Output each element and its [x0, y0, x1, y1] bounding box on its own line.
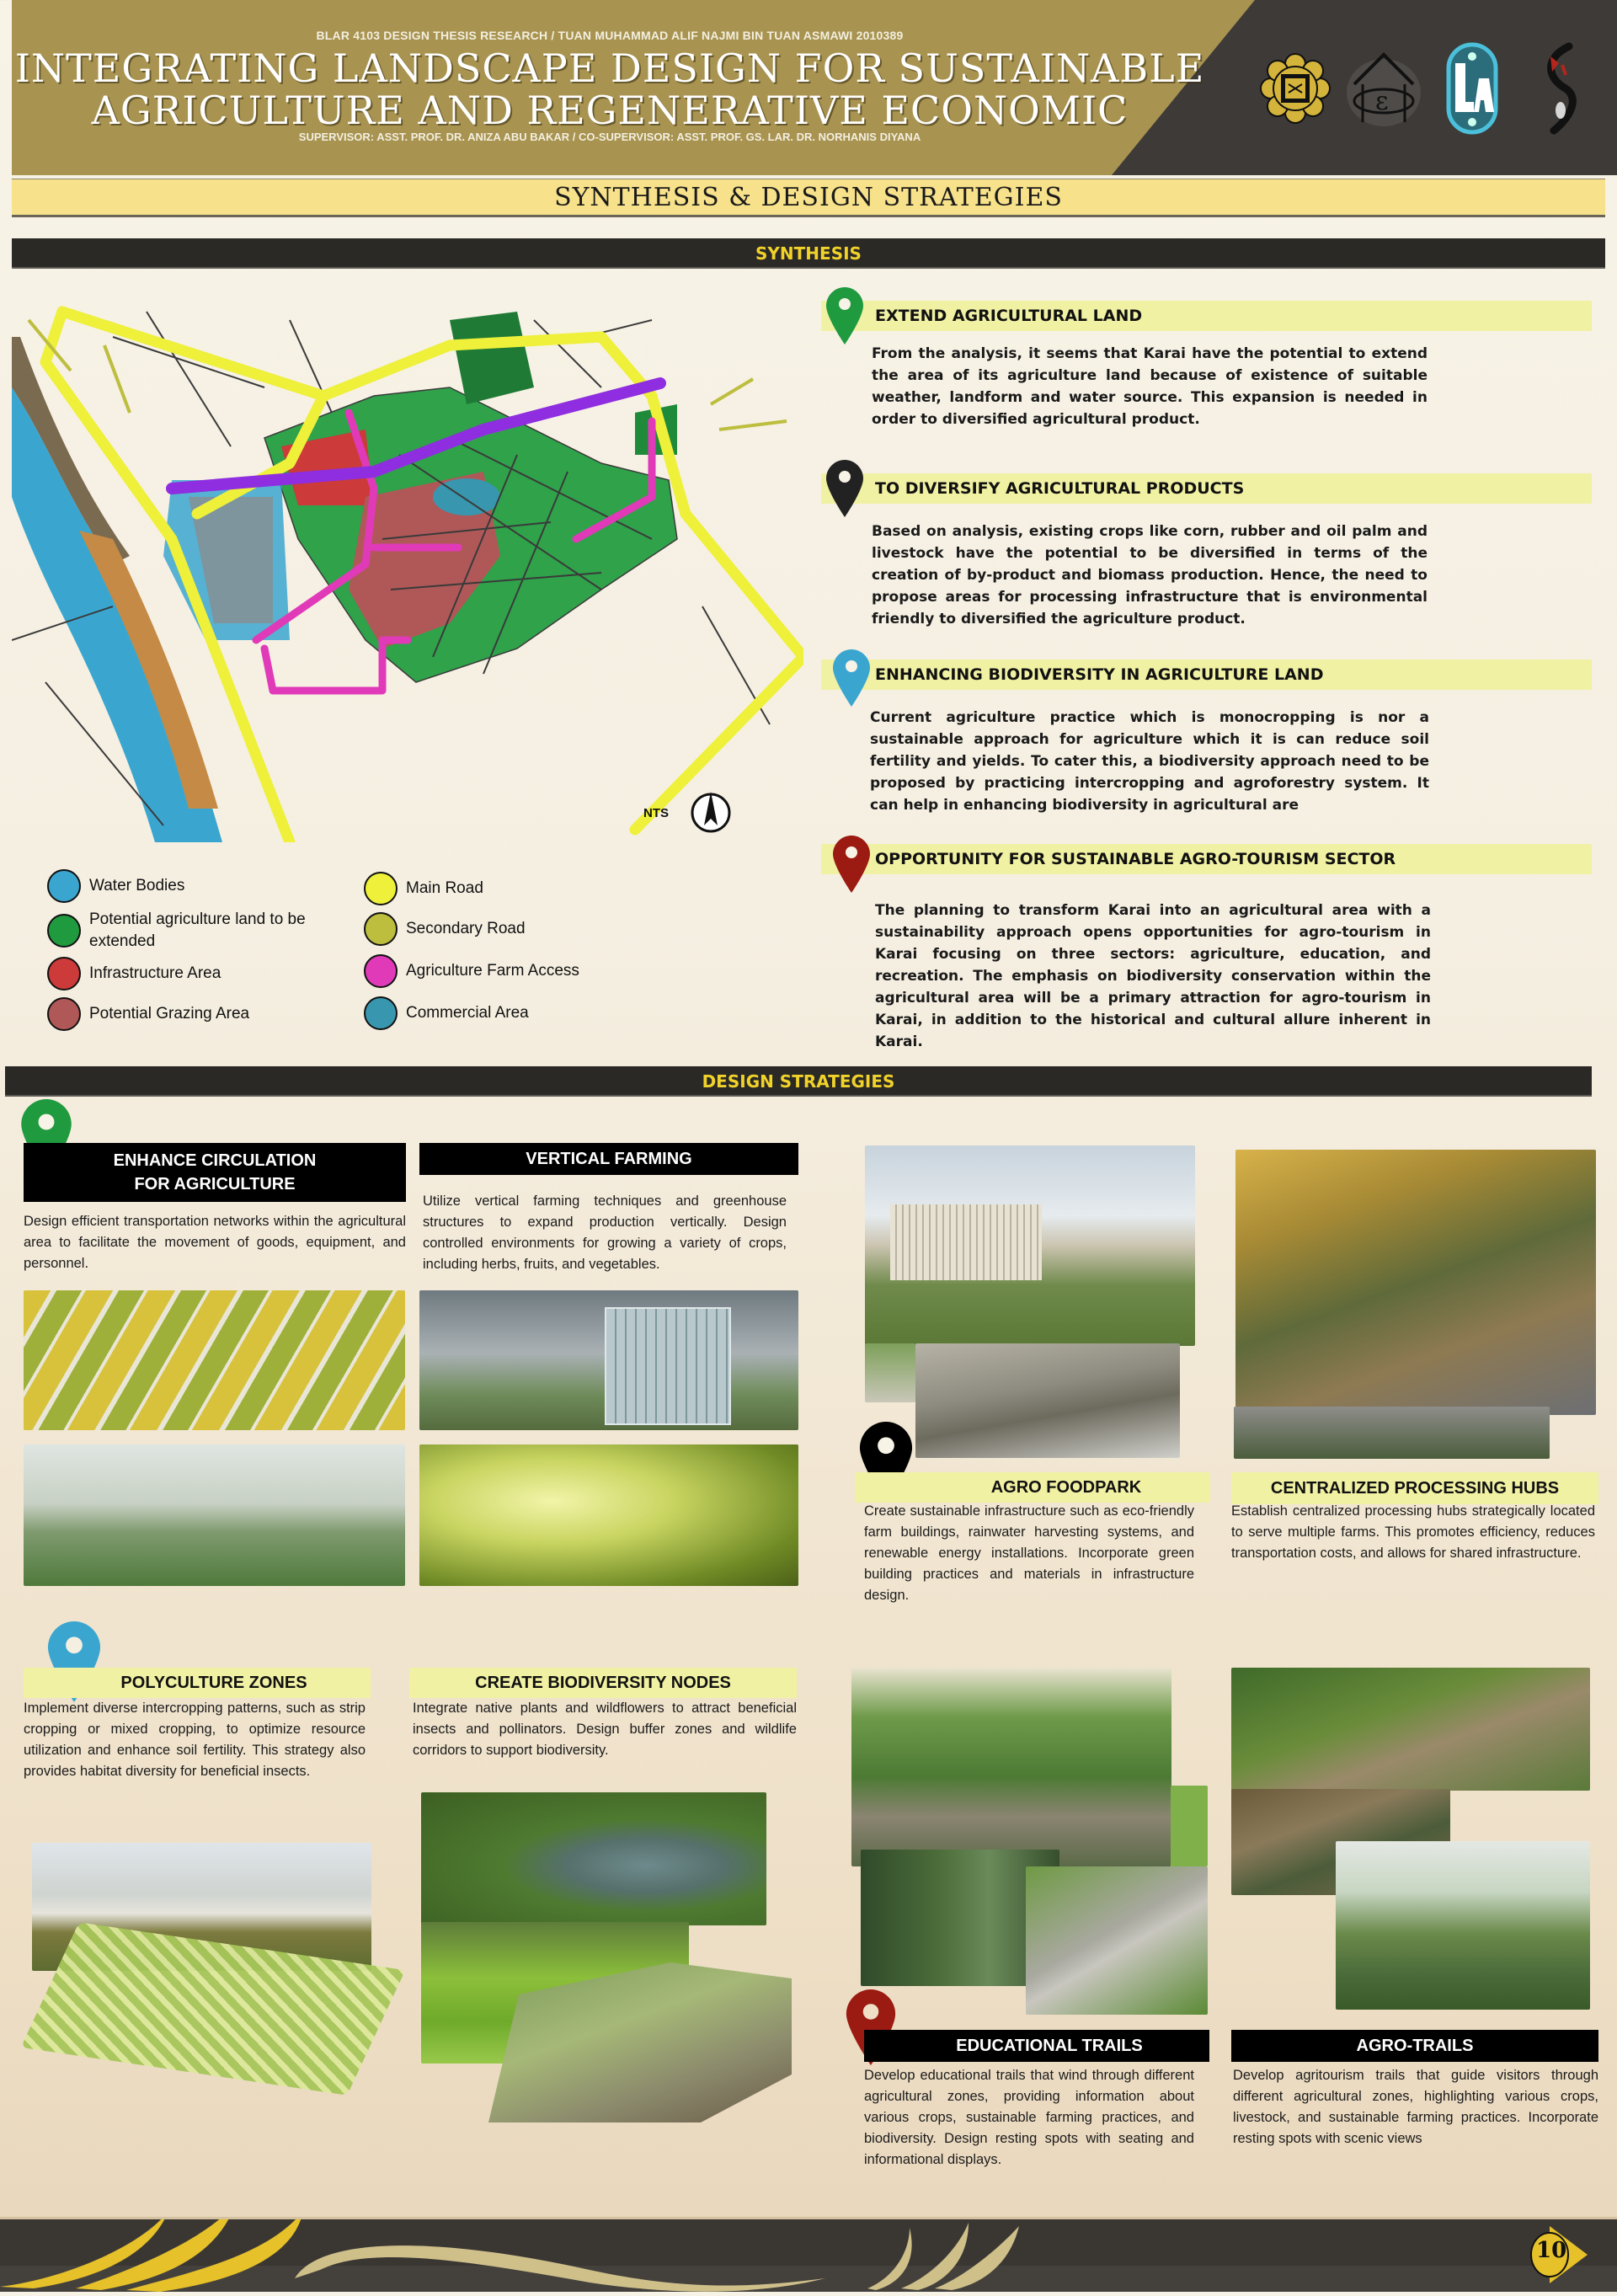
legend-right	[364, 869, 650, 1038]
section-subtitle: SYNTHESIS & DESIGN STRATEGIES	[12, 179, 1605, 217]
legend-item	[47, 955, 367, 992]
synthesis-point-extend-land	[821, 301, 1592, 430]
logo-group	[1251, 38, 1604, 139]
vertical-farm-tower-photo	[419, 1290, 798, 1430]
main-road-swatch	[364, 872, 398, 905]
legend-label: Commercial Area	[406, 1004, 529, 1022]
greenhouse-interior-photo	[419, 1444, 798, 1586]
poster-title	[12, 47, 1208, 131]
strategy-body-vertical-farming: Utilize vertical farming techniques and greenhouse structures to expand production vertically. Design controlled environments for growing a variety of crops, including herbs, fruits, and vegetables.	[423, 1193, 787, 1272]
synthesis-bar: SYNTHESIS	[12, 238, 1605, 269]
wetland-lake-photo	[421, 1792, 766, 1925]
infrastructure-swatch	[47, 957, 81, 990]
legend-item	[364, 908, 650, 950]
point-body: Based on analysis, existing crops like corn, rubber and oil palm and livestock have the potential to be diversified in terms of the creation of by-product and biomass production. Hence, the need to propose areas for processing infrastructure that is environmental friendly to diversified the agriculture product.	[872, 523, 1428, 627]
grazing-area-swatch	[47, 997, 81, 1031]
point-title: TO DIVERSIFY AGRICULTURAL PRODUCTS	[821, 473, 1592, 504]
legend-item	[47, 992, 367, 1036]
design-strategies-bar: DESIGN STRATEGIES	[5, 1066, 1592, 1097]
page-number: 10	[1536, 2238, 1567, 2263]
synthesis-point-agro-tourism	[821, 844, 1592, 1053]
footer-band	[0, 2217, 1617, 2289]
strategy-body-agro-trails: Develop agritourism trails that guide visitors through different agricultural zones, highlighting various crops, livestock, and sustainable farming practices. Incorporate resting spots with scenic views	[1233, 2068, 1598, 2146]
point-title: OPPORTUNITY FOR SUSTAINABLE AGRO-TOURISM SECTOR	[821, 844, 1592, 874]
legend-item	[47, 906, 367, 955]
strategy-title-circulation	[24, 1143, 406, 1202]
legend-label: Agriculture Farm Access	[406, 962, 579, 980]
title-line: FOR AGRICULTURE	[134, 1175, 296, 1193]
strategy-title-polyculture: POLYCULTURE ZONES	[24, 1668, 371, 1698]
course-info: BLAR 4103 DESIGN THESIS RESEARCH / TUAN MUHAMMAD ALIF NAJMI BIN TUAN ASMAWI 2010389	[316, 29, 904, 42]
strategy-body-biodiversity-nodes: Integrate native plants and wildflowers to attract beneficial insects and pollinators. Design buffer zones and wildlife corridors to support biodiversity.	[413, 1701, 797, 1758]
legend-label: Potential Grazing Area	[89, 1005, 250, 1023]
legend-item	[47, 869, 367, 903]
legend-label: Potential agriculture land to be extended	[89, 910, 306, 950]
location-pin-icon	[833, 836, 870, 893]
agro-foodpark-building-render	[865, 1145, 1195, 1346]
farm-picnic-photo	[1336, 1841, 1590, 2010]
decorative-swoosh	[0, 2219, 1617, 2292]
strategy-title-processing-hubs: CENTRALIZED PROCESSING HUBS	[1231, 1472, 1598, 1504]
strategy-body-educational-trails: Develop educational trails that wind through different agricultural zones, providing information about various crops, sustainable farming practices, and biodiversity. Design resting spots with seating and informational displays.	[864, 2068, 1194, 2167]
agriculture-land-swatch	[47, 914, 81, 948]
legend-label: Secondary Road	[406, 920, 526, 937]
grid-farm-fields-photo	[24, 1290, 405, 1430]
legend-label: Infrastructure Area	[89, 964, 221, 982]
legend-left	[47, 869, 367, 1038]
cycling-path-photo	[1026, 1866, 1208, 2015]
synthesis-map	[12, 286, 803, 842]
university-crest-logo	[1257, 41, 1334, 136]
location-pin-icon	[826, 287, 863, 344]
point-title: EXTEND AGRICULTURAL LAND	[821, 301, 1592, 331]
foodpark-market-render	[915, 1343, 1180, 1458]
legend-label: Water Bodies	[89, 877, 185, 894]
legend-label: Main Road	[406, 879, 483, 897]
farm-access-swatch	[364, 954, 398, 988]
strategy-title-vertical-farming: VERTICAL FARMING	[419, 1143, 798, 1175]
synthesis-point-biodiversity	[821, 659, 1592, 816]
strategy-body-processing-hubs: Establish centralized processing hubs strategically located to serve multiple farms. This promotes efficiency, reduces transportation costs, and allows for shared infrastructure.	[1231, 1503, 1595, 1561]
commercial-area-swatch	[364, 996, 398, 1030]
greenhouse-trail-photo	[1231, 1668, 1590, 1791]
boardwalk-trail-photo	[1171, 1786, 1208, 1866]
legend-item	[364, 992, 650, 1034]
la-logo	[1433, 41, 1511, 136]
calligraphy-logo	[1522, 41, 1599, 136]
scale-label: NTS	[643, 806, 669, 820]
supervisor-info: SUPERVISOR: ASST. PROF. DR. ANIZA ABU BAKAR / CO-SUPERVISOR: ASST. PROF. GS. LAR. DR. NORHANIS DIYANA	[298, 131, 921, 143]
title-line: ENHANCE CIRCULATION	[113, 1151, 317, 1170]
processing-hub-aerial-render	[1235, 1150, 1596, 1415]
strategy-body-circulation: Design efficient transportation networks within the agricultural area to facilitate the movement of goods, equipment, and personnel.	[24, 1214, 406, 1271]
foodpark-market-render	[865, 1343, 915, 1402]
foodpark-building	[890, 1204, 1042, 1280]
svg-text:ε: ε	[1374, 87, 1389, 116]
legend-item	[364, 950, 650, 992]
secondary-road-swatch	[364, 912, 398, 946]
synthesis-point-diversify	[821, 473, 1592, 630]
urban-farm-workers-photo	[24, 1444, 405, 1586]
point-body: Current agriculture practice which is monocropping is nor a sustainable approach for agriculture which it is can reduce soil fertility and yields. To cater this, a biodiversity approach need to be proposed by practicing intercropping and agroforestry system. It can help in enhancing biodiversity in agricultural are	[870, 709, 1429, 814]
strategy-title-educational-trails: EDUCATIONAL TRAILS	[864, 2030, 1209, 2062]
strategy-body-agro-foodpark: Create sustainable infrastructure such as eco-friendly farm buildings, rainwater harvesting systems, and renewable energy installations. Incorporate green building practices and materials in infrastructure design.	[864, 1503, 1194, 1603]
strategy-title-agro-foodpark: AGRO FOODPARK	[855, 1472, 1210, 1503]
title-line-2: AGRICULTURE AND REGENERATIVE ECONOMIC	[91, 88, 1129, 133]
point-body: The planning to transform Karai into an agricultural area with a sustainability approach opens opportunities for agro-tourism in Karai focusing on three sectors: agriculture, education, and recreation. The emphasis on biodiversity conservation within the agricultural area will be a primary attraction for agro-tourism in Karai, in addition to the historical and cultural allure inherent in Karai.	[875, 902, 1431, 1050]
location-pin-icon	[826, 460, 863, 517]
kaed-logo	[1345, 41, 1422, 136]
glass-tower	[605, 1307, 731, 1425]
boardwalk-trail-photo	[851, 1668, 1171, 1866]
water-bodies-swatch	[47, 869, 81, 903]
strategy-title-biodiversity-nodes: CREATE BIODIVERSITY NODES	[409, 1668, 797, 1698]
strategy-body-polyculture: Implement diverse intercropping patterns, such as strip cropping or mixed cropping, to optimize resource utilization and enhance soil fertility. This strategy also provides habitat diversity for beneficial insects.	[24, 1701, 366, 1779]
point-body: From the analysis, it seems that Karai have the potential to extend the area of its agriculture land because of existence of suitable weather, landform and water source. This expansion is needed in order to diversified agricultural product.	[872, 345, 1428, 428]
processing-hub-pavilion-render	[1234, 1407, 1550, 1459]
point-title: ENHANCING BIODIVERSITY IN AGRICULTURE LAND	[821, 659, 1592, 690]
location-pin-icon	[833, 649, 870, 707]
legend-item	[364, 869, 650, 908]
title-line-1: INTEGRATING LANDSCAPE DESIGN FOR SUSTAINABLE	[14, 45, 1205, 91]
strategy-title-agro-trails: AGRO-TRAILS	[1231, 2030, 1598, 2062]
